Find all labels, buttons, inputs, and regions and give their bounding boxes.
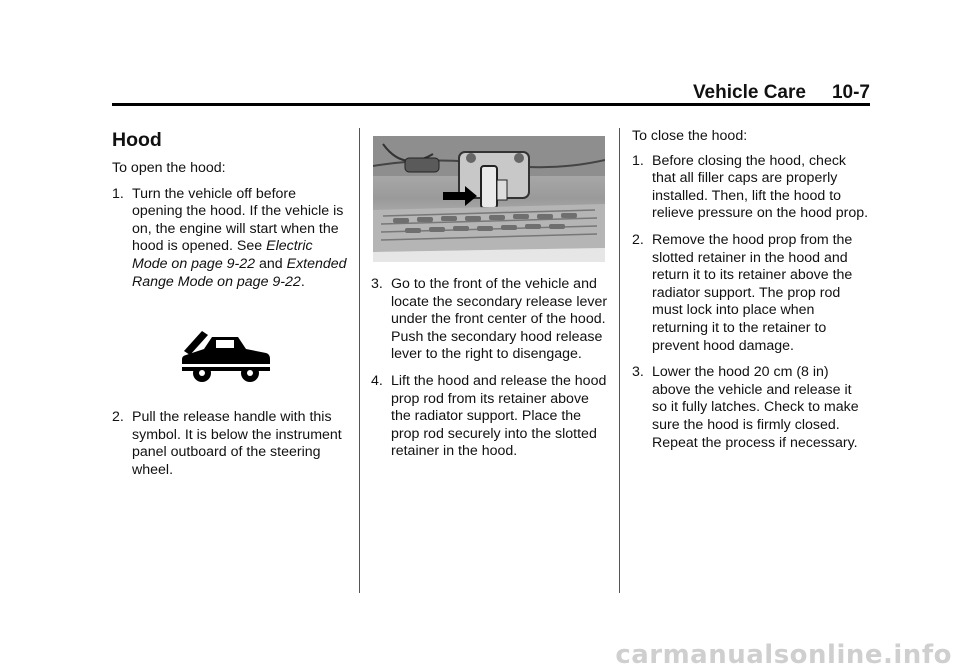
page-number: 10-7 bbox=[831, 82, 870, 103]
step-text: . bbox=[300, 273, 305, 290]
watermark: carmanualsonline.info bbox=[615, 640, 952, 670]
step-number: 1. bbox=[632, 152, 644, 169]
hood-release-lever-photo bbox=[373, 136, 605, 262]
column-2 bbox=[371, 136, 609, 470]
open-steps bbox=[112, 186, 348, 292]
step-number: 4. bbox=[371, 372, 383, 389]
open-intro: To open the hood: bbox=[112, 160, 226, 176]
step-number: 3. bbox=[632, 364, 644, 381]
step-number: 2. bbox=[112, 409, 124, 426]
column-3 bbox=[632, 128, 870, 461]
column-divider bbox=[619, 128, 620, 593]
step-number: 1. bbox=[112, 185, 124, 202]
close-steps bbox=[632, 153, 870, 453]
column-1 bbox=[112, 128, 348, 489]
step-number: 3. bbox=[371, 276, 383, 292]
hood-release-icon bbox=[180, 327, 272, 387]
step-number: 2. bbox=[632, 231, 644, 248]
step-text: Before closing the hood, check that all filler caps are properly installed. Then, lift the hood to relieve pressure on the hood prop. bbox=[652, 152, 869, 222]
close-intro: To close the hood: bbox=[632, 128, 748, 144]
list-item bbox=[371, 276, 609, 364]
step-text: Lower the hood 20 cm (8 in) above the vehicle and release it so it fully latches. Check to make sure the hood is firmly closed. Repeat the process if necessary. bbox=[652, 364, 859, 451]
header-rule bbox=[112, 103, 870, 106]
list-item bbox=[112, 186, 348, 292]
step-text: Pull the release handle with this symbol. It is below the instrument panel outboard of the steering wheel. bbox=[132, 409, 342, 478]
cross-reference-link[interactable]: Electric Mode on page 9-22 bbox=[132, 238, 313, 272]
step-text: Turn the vehicle off before opening the hood. If the vehicle is on, the engine will start when the hood is opened. See bbox=[132, 185, 344, 255]
open-steps-column-2 bbox=[371, 276, 609, 461]
section-title: Vehicle Care bbox=[692, 82, 806, 103]
list-item bbox=[371, 373, 609, 461]
step-text: Remove the hood prop from the slotted retainer in the hood and return it to its retainer above the radiator support. The prop rod must lock into place when returning it to the retainer to prevent hood damage. bbox=[652, 231, 853, 354]
step-text: and bbox=[255, 255, 287, 272]
list-item bbox=[632, 232, 870, 355]
list-item bbox=[632, 364, 870, 452]
list-item bbox=[112, 409, 348, 479]
step-text: Lift the hood and release the hood prop rod from its retainer above the radiator support. Place the prop rod securely into the slotted retainer in the hood. bbox=[391, 372, 607, 460]
section-heading: Hood bbox=[112, 129, 162, 151]
cross-reference-link[interactable]: Extended Range Mode on page 9-22 bbox=[132, 255, 347, 290]
list-item bbox=[632, 153, 870, 223]
column-divider bbox=[359, 128, 360, 593]
open-steps-continued bbox=[112, 409, 348, 479]
step-text: Go to the front of the vehicle and locate the secondary release lever under the front center of the hood. Push the secondary hood release lever to the right to disengage. bbox=[391, 276, 608, 363]
